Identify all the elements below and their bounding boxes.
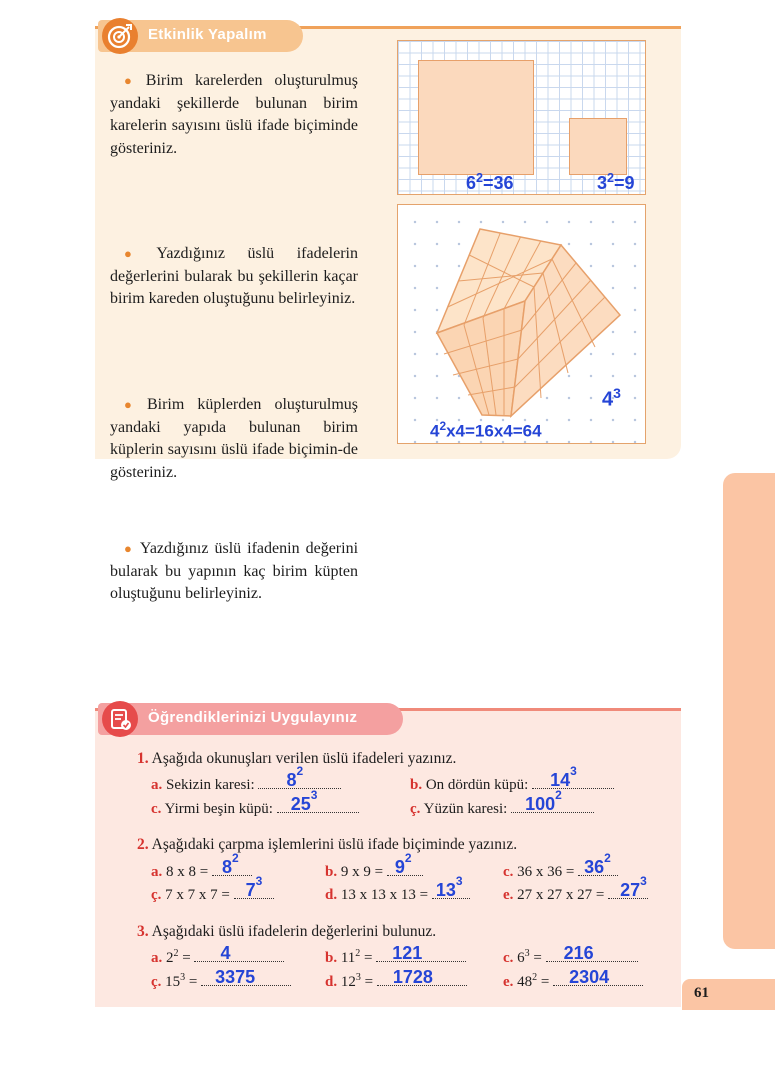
q2-item-e: e. 27 x 27 x 27 = $27^3$ — [503, 874, 647, 903]
bullet-icon: ● — [124, 541, 134, 556]
practice-header — [98, 703, 403, 735]
answer-blank[interactable]: $13^3$ — [432, 883, 470, 899]
big-square — [418, 60, 534, 175]
answer-blank[interactable]: $14^3$ — [532, 773, 614, 789]
activity-paragraph-4: ● Yazdığınız üslü ifadenin değerini bularak bu yapının kaç birim küpten oluştuğunu belirleyiniz. — [110, 540, 359, 602]
answer-blank[interactable]: 216 — [546, 946, 638, 962]
q3-item-c: c. $6^3$ = 216 — [503, 946, 638, 967]
page-number: 61 — [694, 985, 709, 1001]
q2-item-c: c. 36 x 36 = $36^2$ — [503, 860, 618, 881]
activity-header — [98, 20, 303, 52]
q3-item-d: d. $12^3$ = 1728 — [325, 970, 467, 991]
q3-item-c-cedilla: ç. $15^3$ = 3375 — [151, 970, 291, 991]
handwritten-answer-big-square: $6^2=36$ — [466, 171, 514, 193]
cube-figure — [397, 204, 646, 444]
answer-blank[interactable]: 1728 — [377, 970, 467, 986]
q1-item-a: a. Sekizin karesi: $8^2$ — [151, 773, 341, 794]
question-2-title: 2. Aşağıdaki çarpma işlemlerini üslü ifade biçiminde yazınız. — [137, 836, 518, 853]
bullet-icon: ● — [124, 397, 141, 412]
activity-title: Etkinlik Yapalım — [148, 26, 267, 43]
q2-item-a: a. 8 x 8 = $8^2$ — [151, 860, 252, 881]
q1-item-c-cedilla: ç. Yüzün karesi: $100^2$ — [410, 797, 594, 818]
answer-blank[interactable]: $9^2$ — [387, 860, 423, 876]
target-icon — [102, 18, 138, 54]
handwritten-answer-small-square: $3^2=9$ — [597, 171, 635, 193]
answer-blank[interactable]: $8^2$ — [258, 773, 341, 789]
q2-item-c-cedilla: ç. 7 x 7 x 7 = $7^3$ — [151, 883, 274, 904]
answer-blank[interactable]: $8^2$ — [212, 860, 252, 876]
handwritten-cube-exponent: $4^3$ — [602, 385, 621, 411]
activity-paragraph-2: ● Yazdığınız üslü ifadelerin değerlerini bularak bu şekillerin kaçar birim kareden oluştuğunu belirleyiniz. — [110, 245, 359, 307]
answer-blank[interactable]: $25^3$ — [277, 797, 359, 813]
bullet-icon: ● — [124, 73, 140, 88]
q3-item-a: a. $2^2$ = 4 — [151, 946, 284, 967]
answer-blank[interactable]: 4 — [194, 946, 284, 962]
question-3-title: 3. Aşağıdaki üslü ifadelerin değerlerini bulunuz. — [137, 923, 437, 940]
bullet-icon: ● — [124, 246, 151, 261]
q3-item-e: e. $48^2$ = 2304 — [503, 970, 643, 991]
question-1-title: 1. Aşağıda okunuşları verilen üslü ifadeleri yazınız. — [137, 750, 457, 767]
q3-item-b: b. $11^2$ = 121 — [325, 946, 466, 967]
square-grid-figure — [397, 40, 646, 195]
q1-item-c: c. Yirmi beşin küpü: $25^3$ — [151, 797, 359, 818]
answer-blank[interactable]: $36^2$ — [578, 860, 618, 876]
answer-blank[interactable]: 121 — [376, 946, 466, 962]
small-square — [569, 118, 627, 175]
checklist-icon — [102, 701, 138, 737]
answer-blank[interactable]: $7^3$ — [234, 883, 274, 899]
practice-title: Öğrendiklerinizi Uygulayınız — [148, 709, 358, 726]
answer-blank[interactable]: 3375 — [201, 970, 291, 986]
handwritten-cube-calculation: $4^2x4=16x4=64$ — [430, 419, 542, 441]
answer-blank[interactable]: 2304 — [553, 970, 643, 986]
q1-item-b: b. On dördün küpü: $14^3$ — [410, 773, 614, 794]
activity-paragraph-3: ● Birim küplerden oluşturulmuş yandaki yapıda bulunan birim küplerin sayısını üslü ifade biçimin-de gösteriniz. — [110, 396, 359, 481]
q2-item-d: d. 13 x 13 x 13 = $13^3$ — [325, 883, 470, 904]
activity-paragraph-1: ● Birim karelerden oluşturulmuş yandaki şekillerde bulunan birim karelerin sayısını üslü ifade biçiminde gösteriniz. — [110, 72, 358, 157]
q2-item-b: b. 9 x 9 = $9^2$ — [325, 860, 423, 881]
side-tab — [723, 473, 775, 949]
answer-blank[interactable]: $27^3$ — [608, 883, 648, 899]
answer-blank[interactable]: $100^2$ — [511, 797, 594, 813]
